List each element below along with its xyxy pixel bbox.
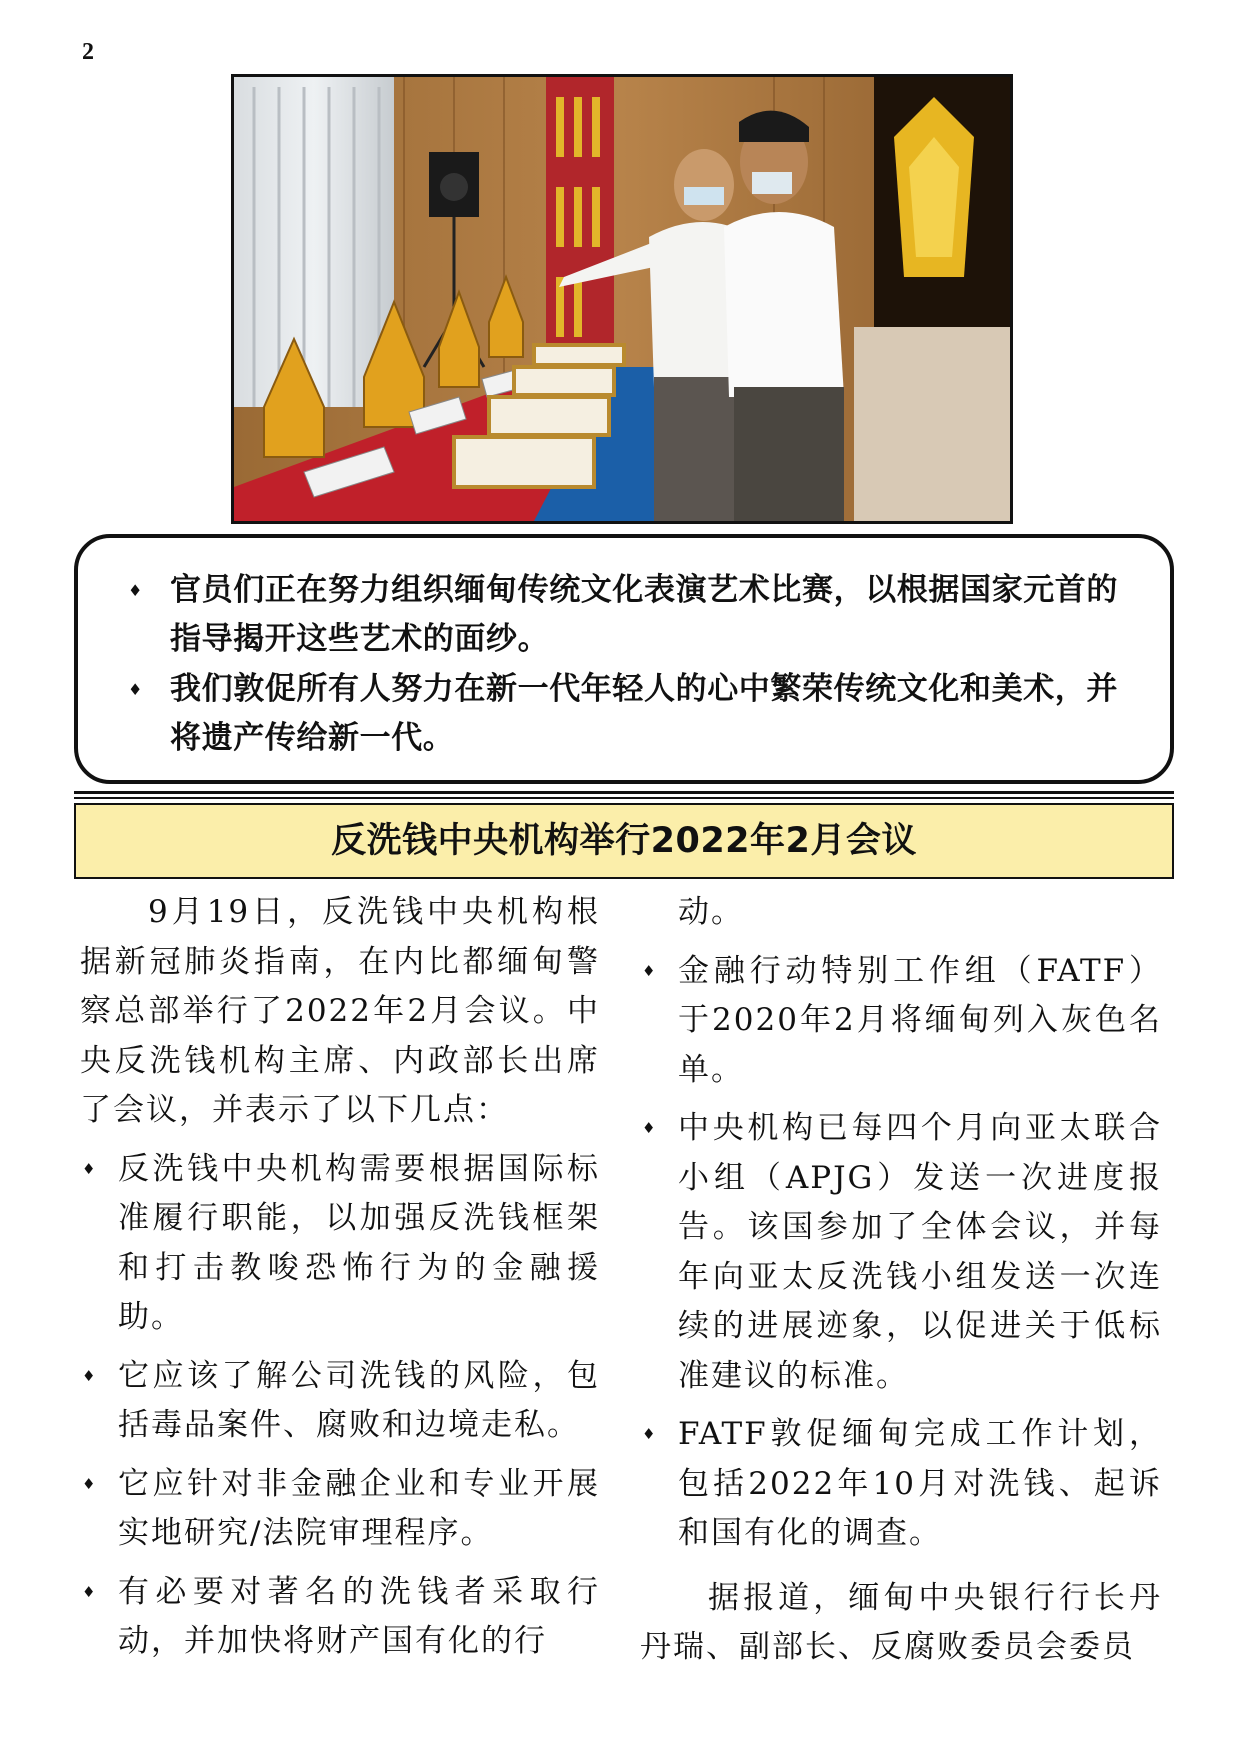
article-heading-box	[74, 803, 1174, 879]
bullet-continuation: 动。	[678, 894, 744, 930]
article-closing-paragraph: 据报道，缅甸中央银行行长丹丹瑞、副部长、反腐败委员会委员	[640, 1579, 1162, 1665]
bullet-text: 它应该了解公司洗钱的风险，包括毒品案件、腐败和边境走私。	[118, 1357, 600, 1443]
article-photo	[231, 74, 1013, 524]
diamond-bullet-icon: ♦	[82, 1366, 96, 1385]
divider-rule	[74, 797, 1174, 799]
diamond-bullet-icon: ♦	[642, 1425, 656, 1443]
article-bullet-item	[80, 1460, 600, 1559]
article-title: 反洗钱中央机构举行2022年2月会议	[331, 821, 917, 861]
diamond-bullet-icon: ♦	[642, 1119, 656, 1137]
divider-rule	[74, 791, 1174, 794]
article-right-column	[640, 888, 1162, 1673]
bullet-text: 中央机构已每四个月向亚太联合小组（APJG）发送一次进度报告。该国参加了全体会议，并每年向亚太反洗钱小组发送一次连续的进展迹象，以促进关于低标准建议的标准。	[678, 1110, 1162, 1394]
article-intro-paragraph: 9月19日，反洗钱中央机构根据新冠肺炎指南，在内比都缅甸警察总部举行了2022年2月会议。中央反洗钱机构主席、内政部长出席了会议，并表示了以下几点：	[80, 894, 600, 1128]
highlight-item	[114, 566, 1130, 664]
article-bullet-item	[640, 947, 1162, 1096]
highlight-text: 我们敦促所有人努力在新一代年轻人的心中繁荣传统文化和美术，并将遗产传给新一代。	[170, 671, 1118, 756]
article-left-column	[80, 888, 600, 1676]
page-number: 2	[82, 39, 94, 65]
diamond-bullet-icon: ♦	[82, 1159, 96, 1178]
bullet-text: FATF敦促缅甸完成工作计划，包括2022年10月对洗钱、起诉和国有化的调查。	[678, 1416, 1162, 1551]
bullet-text: 反洗钱中央机构需要根据国际标准履行职能，以加强反洗钱框架和打击教唆恐怖行为的金融援助。	[118, 1150, 600, 1335]
diamond-bullet-icon: ♦	[82, 1582, 96, 1601]
photo-officials-viewing-framed-certificates-icon	[234, 77, 1010, 521]
highlight-text: 官员们正在努力组织缅甸传统文化表演艺术比赛，以根据国家元首的指导揭开这些艺术的面纱。	[170, 572, 1118, 657]
article-bullet-item	[80, 1352, 600, 1451]
diamond-bullet-icon: ♦	[642, 961, 656, 980]
bullet-text: 它应针对非金融企业和专业开展实地研究/法院审理程序。	[118, 1465, 600, 1551]
diamond-bullet-icon: ♦	[82, 1474, 96, 1493]
article-bullet-item	[80, 1145, 600, 1343]
bullet-text: 金融行动特别工作组（FATF）于2020年2月将缅甸列入灰色名单。	[678, 952, 1162, 1088]
article-bullet-item	[80, 1568, 600, 1667]
article-bullet-item	[640, 1104, 1162, 1401]
highlights-box	[74, 534, 1174, 784]
highlight-item	[114, 665, 1130, 763]
article-bullet-item	[640, 1410, 1162, 1559]
bullet-text: 有必要对著名的洗钱者采取行动，并加快将财产国有化的行	[118, 1573, 600, 1659]
diamond-bullet-icon: ♦	[128, 680, 143, 699]
diamond-bullet-icon: ♦	[128, 581, 143, 600]
